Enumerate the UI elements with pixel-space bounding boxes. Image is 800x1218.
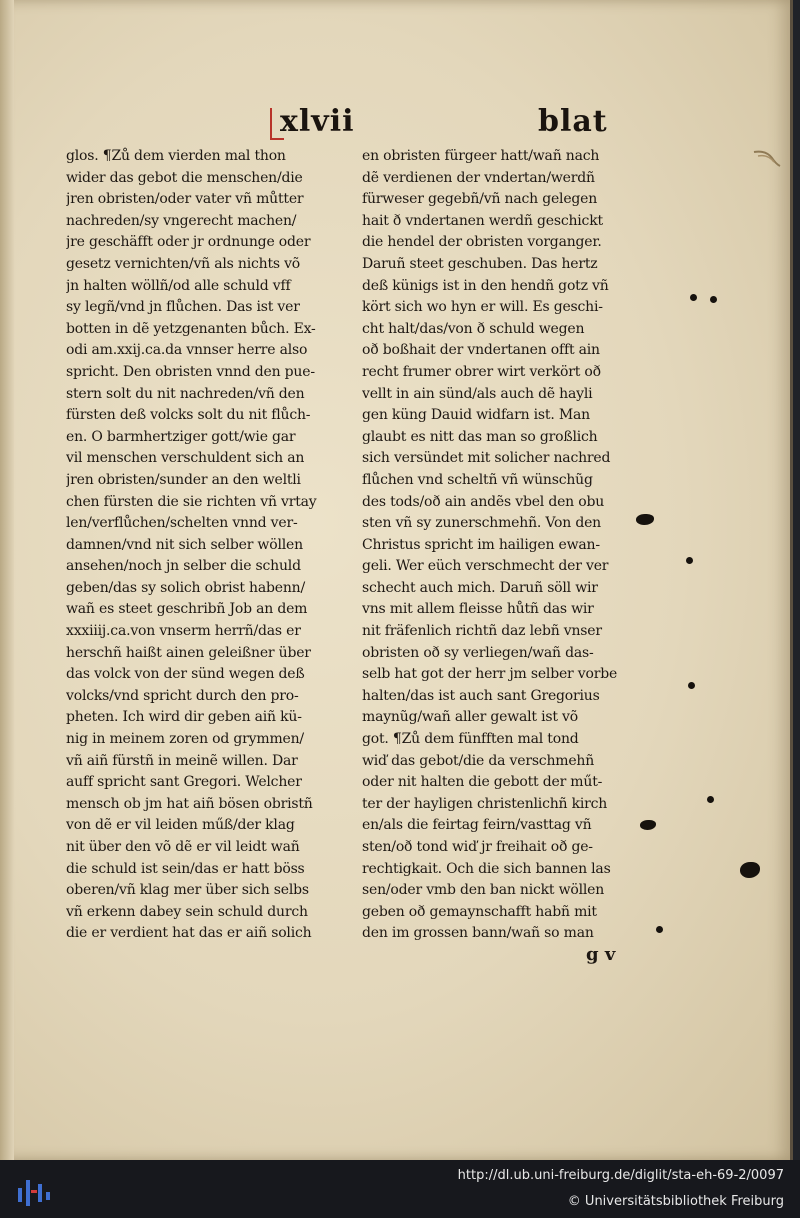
- text-line: sten vñ sy zunerschmehñ. Von den: [362, 515, 601, 532]
- folio-number-text: xlvii: [280, 104, 355, 139]
- text-line: flůchen vnd scheltñ vñ wünschũg: [362, 471, 593, 488]
- text-line: xxxiiij.ca.von vnserm herrñ/das er: [66, 623, 301, 640]
- text-line: chen fürsten die sie richten vñ vrtay: [66, 493, 317, 510]
- text-line: len/verflůchen/schelten vnnd ver-: [66, 515, 298, 532]
- text-line: sten/oð tond wiď jr freihait oð ge-: [362, 839, 593, 855]
- text-line: herschñ haißt ainen geleißner über: [66, 644, 311, 661]
- text-line: Christus spricht im hailigen ewan-: [362, 536, 600, 553]
- text-line: stern solt du nit nachreden/vñ den: [66, 385, 305, 402]
- text-line: nit über den võ dẽ er vil leidt wañ: [66, 839, 300, 855]
- text-line: halten/das ist auch sant Gregorius: [362, 687, 600, 704]
- text-line: got. ¶Zů dem fünfften mal tond: [362, 731, 579, 748]
- ink-dot: [686, 557, 693, 564]
- text-line: auff spricht sant Gregori. Welcher: [66, 774, 302, 791]
- text-line: selb hat got der herr jm selber vorbe: [362, 666, 618, 683]
- text-line: sen/oder vmb den ban nickt wöllen: [362, 882, 605, 899]
- text-line: nit fräfenlich richtñ daz lebñ vnser: [362, 623, 602, 640]
- text-line: sy legñ/vnd jn flůchen. Das ist ver: [66, 299, 300, 316]
- text-line: maynũg/wañ aller gewalt ist võ: [362, 709, 578, 726]
- text-line: jren obristen/sunder an den weltli: [66, 471, 301, 488]
- text-line: en. O barmhertziger gott/wie gar: [66, 428, 296, 445]
- text-line: den im grossen bann/wañ so man: [362, 925, 594, 942]
- text-line: odi am.xxij.ca.da vnnser herre also: [66, 342, 308, 359]
- ink-blot: [740, 862, 760, 878]
- text-line: von dẽ er vil leiden műß/der klag: [66, 817, 295, 834]
- ink-blot: [640, 820, 656, 830]
- text-line: oð boßhait der vndertanen offt ain: [362, 342, 600, 359]
- text-line: pheten. Ich wird dir geben aiñ kü-: [66, 709, 302, 726]
- text-line: des tods/oð ain andẽs vbel den obu: [362, 493, 605, 510]
- signature-mark: g v: [586, 944, 616, 965]
- viewer-footer: [0, 1160, 800, 1218]
- text-line: vil menschen verschuldent sich an: [66, 450, 305, 467]
- text-line: geli. Wer eüch verschmecht der ver: [362, 558, 609, 575]
- ink-dot: [656, 926, 663, 933]
- text-line: Daruñ steet geschuben. Das hertz: [362, 255, 598, 272]
- ink-dot: [710, 296, 717, 303]
- text-line: damnen/vnd nit sich selber wöllen: [66, 536, 303, 553]
- text-line: fürweser gegebñ/vñ nach gelegen: [362, 191, 598, 208]
- text-line: jre geschäfft oder jr ordnunge oder: [66, 234, 311, 251]
- text-line: en/als die feirtag feirn/vasttag vñ: [362, 817, 592, 834]
- text-line: die schuld ist sein/das er hatt böss: [66, 860, 305, 877]
- text-line: dẽ verdienen der vndertan/werdñ: [362, 169, 595, 186]
- text-line: wañ es steet geschribñ Job an dem: [66, 601, 308, 618]
- permalink-url[interactable]: http://dl.ub.uni-freiburg.de/diglit/sta-eh-69-2/0097: [457, 1168, 784, 1183]
- text-line: en obristen fürgeer hatt/wañ nach: [362, 148, 600, 164]
- folio-word: blat: [538, 104, 608, 139]
- text-line: nachreden/sy vngerecht machen/: [66, 212, 297, 229]
- text-line: obristen oð sy verliegen/wañ das-: [362, 644, 594, 661]
- text-line: gen küng Dauid widfarn ist. Man: [362, 407, 590, 424]
- text-line: spricht. Den obristen vnnd den pue-: [66, 363, 315, 380]
- ink-dot: [690, 294, 697, 301]
- folio-number: [280, 104, 355, 139]
- text-line: mensch ob jm hat aiñ bösen obristñ: [66, 795, 313, 812]
- text-line: recht frumer obrer wirt verkört oð: [362, 363, 601, 380]
- text-line: jren obristen/oder vater vñ můtter: [66, 191, 304, 208]
- text-line: volcks/vnd spricht durch den pro-: [66, 687, 299, 704]
- library-logo-icon: [14, 1170, 50, 1210]
- text-line: nig in meinem zoren od grymmen/: [66, 731, 304, 748]
- ink-blot: [636, 514, 654, 525]
- text-line: geben oð gemaynschafft habñ mit: [362, 903, 597, 920]
- text-line: ter der hayligen christenlichñ kirch: [362, 795, 608, 812]
- text-line: kört sich wo hyn er will. Es geschi-: [362, 299, 603, 316]
- text-line: vñ erkenn dabey sein schuld durch: [66, 903, 308, 920]
- text-line: die er verdient hat das er aiñ solich: [66, 925, 312, 942]
- text-line: wiď das gebot/die da verschmehñ: [362, 752, 595, 769]
- text-line: glaubt es nitt das man so großlich: [362, 428, 598, 445]
- text-line: oder nit halten die gebott der műt-: [362, 774, 603, 791]
- text-line: fürsten deß volcks solt du nit flůch-: [66, 407, 311, 424]
- text-line: cht halt/das/von ð schuld wegen: [362, 320, 585, 337]
- text-line: botten in dẽ yetzgenanten bůch. Ex-: [66, 320, 316, 337]
- text-line: gesetz vernichten/vñ als nichts võ: [66, 255, 301, 272]
- binding-string: [752, 148, 782, 168]
- page-gutter: [0, 0, 14, 1160]
- text-line: oberen/vñ klag mer über sich selbs: [66, 882, 309, 899]
- copyright-notice: © Universitätsbibliothek Freiburg: [567, 1194, 784, 1209]
- ink-dot: [688, 682, 695, 689]
- text-line: geben/das sy solich obrist habenn/: [66, 579, 305, 596]
- text-line: glos. ¶Zů dem vierden mal thon: [66, 148, 286, 164]
- text-line: schecht auch mich. Daruñ söll wir: [362, 579, 598, 596]
- text-line: jn halten wöllñ/od alle schuld vff: [66, 277, 291, 294]
- text-line: sich versündet mit solicher nachred: [362, 450, 611, 467]
- rubric-mark: [270, 108, 284, 140]
- text-line: hait ð vndertanen werdñ geschickt: [362, 212, 603, 229]
- text-column-right: [362, 146, 647, 945]
- text-column-left: [66, 146, 351, 945]
- text-line: vellt in ain sünd/als auch dẽ hayli: [362, 385, 593, 402]
- text-line: die hendel der obristen vorganger.: [362, 234, 602, 251]
- text-line: wider das gebot die menschen/die: [66, 169, 303, 186]
- ink-dot: [707, 796, 714, 803]
- text-line: das volck von der sünd wegen deß: [66, 666, 305, 683]
- text-line: ansehen/noch jn selber die schuld: [66, 558, 301, 575]
- text-line: vñ aiñ fürstñ in meinẽ willen. Dar: [66, 752, 298, 769]
- text-line: rechtigkait. Och die sich bannen las: [362, 860, 611, 877]
- text-line: vns mit allem fleisse hůtñ das wir: [362, 601, 594, 618]
- text-line: deß künigs ist in den hendñ gotz vñ: [362, 277, 609, 294]
